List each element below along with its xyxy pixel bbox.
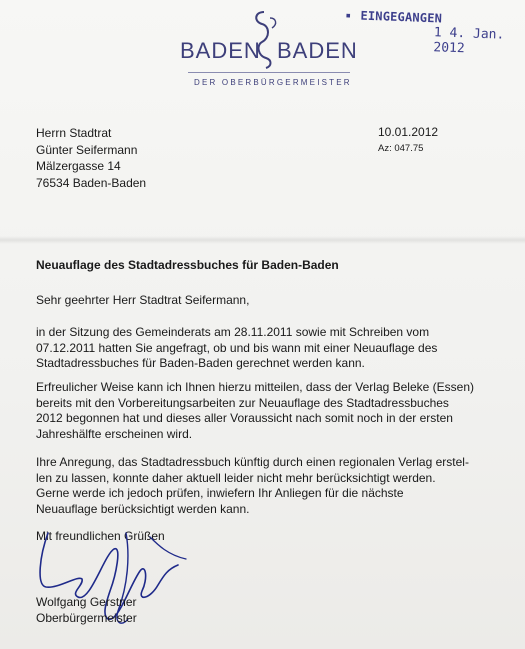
logo-rule	[188, 72, 350, 73]
recipient-address	[36, 125, 146, 191]
recipient-line: Günter Seifermann	[36, 142, 138, 157]
city-logo	[180, 8, 360, 98]
received-stamp: ■ EINGEGANGEN 1 4. Jan. 2012	[337, 7, 518, 53]
letter-subject: Neuauflage des Stadtadressbuches für Baden-Baden	[36, 258, 339, 272]
signer-block	[36, 595, 137, 626]
letterhead-subtitle: DER OBERBÜRGERMEISTER	[194, 78, 352, 87]
recipient-line: Herrn Stadtrat	[36, 126, 112, 140]
recipient-line: Mälzergasse 14	[36, 159, 121, 173]
stamp-date: 1 4. Jan. 2012	[433, 25, 505, 57]
salutation: Sehr geehrter Herr Stadtrat Seifermann,	[36, 293, 250, 307]
logo-word-right: BADEN	[277, 38, 358, 63]
closing-phrase: Mit freundlichen Grüßen	[36, 529, 165, 543]
body-paragraph: in der Sitzung des Gemeinderats am 28.11.2011 sowie mit Schreiben vom 07.12.2011 hatten Sie angefragt, ob und bis wann mit einer Neuauflage des Stadtadressbuches für Baden-Baden gerechnet werden kann.	[36, 325, 438, 370]
signer-title: Oberbürgermeister	[36, 610, 137, 625]
signer-name: Wolfgang Gerstner	[36, 595, 137, 609]
logo-word-left: BADEN	[180, 38, 261, 63]
body-paragraph: Erfreulicher Weise kann ich Ihnen hierzu mitteilen, dass der Verlag Beleke (Essen) bereits mit den Vorbereitungsarbeiten zur Neuauflage des Stadtadressbuches 2012 begonnen hat und dieses aller Voraussicht nach somit noch in der ersten Jahreshälfte erscheinen wird.	[36, 380, 474, 441]
body-paragraph: Ihre Anregung, das Stadtadressbuch künftig durch einen regionalen Verlag erstel- len zu lassen, konnte daher aktuell leider nicht mehr berücksichtigt werden. Gerne werde ich jedoch prüfen, inwiefern Ihr Anliegen für die nächste Neuauflage berücksichtigt werden kann.	[36, 455, 469, 516]
stamp-text: EINGEGANGEN	[360, 8, 443, 26]
recipient-line: 76534 Baden-Baden	[36, 175, 147, 190]
letter-date: 10.01.2012	[378, 125, 439, 139]
reference-number: Az: 047.75	[378, 143, 424, 154]
paper-fold	[0, 236, 525, 244]
